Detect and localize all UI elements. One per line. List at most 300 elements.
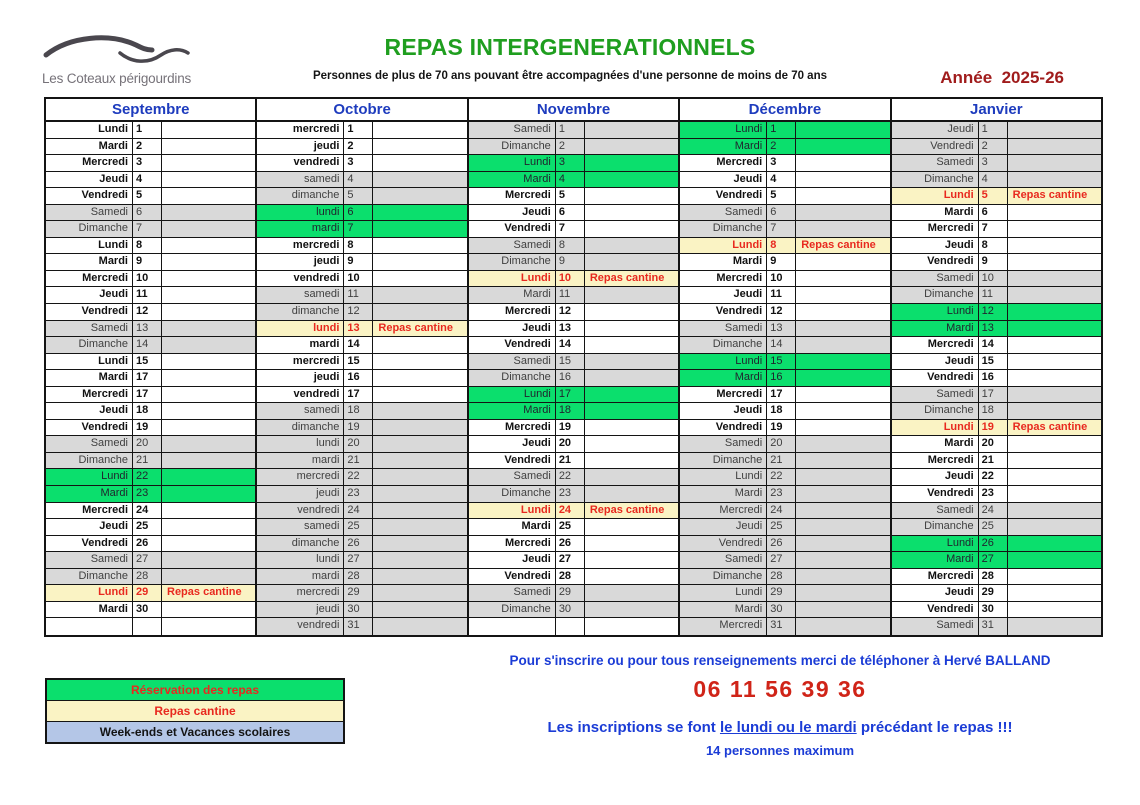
date-cell: 10	[978, 271, 1007, 287]
calendar-row	[257, 387, 466, 404]
note-cell	[161, 354, 255, 370]
note-cell	[795, 370, 889, 386]
note-cell	[1007, 254, 1101, 270]
calendar-row	[680, 354, 889, 371]
day-name-cell: Mercredi	[927, 569, 974, 582]
note-cell	[372, 602, 466, 618]
day-name-cell: Samedi	[513, 123, 551, 135]
calendar-row	[46, 370, 255, 387]
day-name-cell: Vendredi	[504, 222, 551, 235]
calendar-row	[680, 453, 889, 470]
day-name-cell: vendredi	[293, 156, 340, 169]
day-name-cell: dimanche	[291, 420, 340, 433]
note-cell	[584, 155, 678, 171]
calendar-row	[257, 188, 466, 205]
note-cell	[161, 271, 255, 287]
calendar-row	[892, 172, 1101, 189]
note-cell	[1007, 205, 1101, 221]
day-name-cell: Vendredi	[81, 189, 128, 202]
day-name-cell: Samedi	[724, 553, 763, 566]
day-name-cell: Mardi	[98, 139, 128, 152]
day-name-cell: Samedi	[724, 437, 763, 450]
date-cell: 26	[978, 536, 1007, 552]
calendar-row	[680, 618, 889, 635]
day-name-cell: Mardi	[944, 205, 974, 218]
calendar-row	[46, 287, 255, 304]
note-cell	[1007, 436, 1101, 452]
note-cell	[584, 536, 678, 552]
calendar-row	[892, 536, 1101, 553]
date-cell: 26	[555, 536, 584, 552]
calendar-row	[892, 139, 1101, 156]
day-name-cell: Lundi	[732, 238, 763, 251]
day-name-cell: Vendredi	[81, 420, 128, 433]
note-cell	[161, 618, 255, 635]
day-name-cell: Mardi	[523, 172, 551, 185]
calendar-row	[892, 221, 1101, 238]
note-cell	[795, 536, 889, 552]
calendar-row	[469, 436, 678, 453]
day-name-cell	[469, 618, 555, 635]
day-name-cell: Lundi	[101, 470, 128, 483]
calendar-row	[469, 354, 678, 371]
calendar-row	[257, 155, 466, 172]
day-name-cell: Jeudi	[99, 404, 128, 417]
date-cell: 5	[766, 188, 795, 204]
note-cell	[372, 254, 466, 270]
day-name-cell: lundi	[316, 553, 340, 566]
calendar-row	[257, 139, 466, 156]
date-cell: 29	[978, 585, 1007, 601]
calendar-row	[257, 321, 466, 338]
day-name-cell: Dimanche	[924, 288, 974, 301]
day-name-cell: Mardi	[732, 255, 763, 268]
date-cell: 14	[766, 337, 795, 353]
date-cell: 21	[343, 453, 372, 469]
calendar-row	[257, 585, 466, 602]
day-name-cell: Mercredi	[82, 387, 128, 400]
day-name-cell: Dimanche	[78, 453, 128, 466]
calendar-row	[680, 387, 889, 404]
day-name-cell: Mardi	[734, 371, 763, 384]
date-cell: 31	[978, 618, 1007, 635]
date-cell: 25	[555, 519, 584, 535]
note-cell	[1007, 370, 1101, 386]
note-cell: Repas cantine	[584, 503, 678, 519]
note-cell	[795, 420, 889, 436]
day-name-cell: Dimanche	[712, 222, 763, 235]
date-cell: 7	[978, 221, 1007, 237]
calendar-row	[892, 618, 1101, 635]
note-cell	[372, 238, 466, 254]
date-cell: 27	[343, 552, 372, 568]
note-cell	[584, 354, 678, 370]
calendar-row	[892, 602, 1101, 619]
day-name-cell: Jeudi	[947, 123, 974, 135]
day-name-cell: Mercredi	[927, 338, 974, 351]
note-cell	[1007, 122, 1101, 138]
calendar-row	[469, 618, 678, 635]
date-cell	[555, 618, 584, 635]
note-cell	[1007, 585, 1101, 601]
note-cell	[584, 122, 678, 138]
note-cell	[161, 254, 255, 270]
day-name-cell: dimanche	[291, 189, 340, 202]
note-cell	[795, 618, 889, 635]
date-cell: 21	[978, 453, 1007, 469]
note-cell	[795, 122, 889, 138]
note-cell	[372, 304, 466, 320]
note-cell	[372, 536, 466, 552]
date-cell: 19	[132, 420, 161, 436]
day-name-cell: mardi	[311, 222, 340, 235]
calendar-row	[469, 536, 678, 553]
calendar-row	[680, 271, 889, 288]
note-cell	[161, 321, 255, 337]
calendar-row	[469, 602, 678, 619]
date-cell: 15	[343, 354, 372, 370]
calendar-row	[680, 122, 889, 139]
note-cell	[372, 519, 466, 535]
calendar-row	[257, 304, 466, 321]
date-cell: 3	[555, 155, 584, 171]
note-cell: Repas cantine	[1007, 420, 1101, 436]
calendar-row	[680, 321, 889, 338]
date-cell: 3	[766, 155, 795, 171]
note-cell	[161, 238, 255, 254]
calendar-row	[680, 552, 889, 569]
date-cell: 13	[343, 321, 372, 337]
day-name-cell: Jeudi	[522, 321, 551, 334]
calendar-row	[469, 238, 678, 255]
note-cell: Repas cantine	[584, 271, 678, 287]
day-name-cell: Lundi	[735, 123, 763, 135]
note-cell	[372, 403, 466, 419]
day-name-cell: Mardi	[523, 288, 551, 301]
day-name-cell: Dimanche	[712, 453, 763, 466]
date-cell: 30	[343, 602, 372, 618]
legend-row: Repas cantine	[47, 701, 343, 722]
month-column	[678, 97, 889, 637]
day-name-cell: Lundi	[946, 305, 974, 318]
calendar-row	[892, 304, 1101, 321]
date-cell: 23	[978, 486, 1007, 502]
date-cell: 28	[343, 569, 372, 585]
calendar-row	[257, 569, 466, 586]
day-name-cell: Jeudi	[944, 586, 974, 599]
day-name-cell: Lundi	[98, 123, 128, 135]
calendar-row	[680, 155, 889, 172]
note-cell	[1007, 337, 1101, 353]
note-cell	[584, 420, 678, 436]
day-name-cell: vendredi	[293, 271, 340, 284]
calendar-row	[680, 205, 889, 222]
calendar-row	[469, 585, 678, 602]
date-cell: 1	[978, 122, 1007, 138]
day-name-cell: Lundi	[735, 354, 763, 367]
note-cell	[584, 602, 678, 618]
calendar-row	[892, 420, 1101, 437]
note-cell	[372, 287, 466, 303]
calendar-row	[892, 354, 1101, 371]
note-cell	[372, 569, 466, 585]
date-cell: 15	[978, 354, 1007, 370]
calendar-row	[680, 420, 889, 437]
note-cell	[1007, 139, 1101, 155]
date-cell: 7	[132, 221, 161, 237]
note-cell	[584, 370, 678, 386]
note-cell	[161, 436, 255, 452]
date-cell: 13	[766, 321, 795, 337]
date-cell: 29	[766, 585, 795, 601]
day-name-cell: Dimanche	[924, 404, 974, 417]
note-cell	[1007, 238, 1101, 254]
date-cell: 11	[555, 287, 584, 303]
note-cell	[584, 618, 678, 635]
date-cell: 1	[132, 122, 161, 138]
day-name-cell: vendredi	[293, 387, 340, 400]
note-cell	[1007, 387, 1101, 403]
date-cell: 28	[978, 569, 1007, 585]
note-cell	[372, 122, 466, 138]
day-name-cell: Dimanche	[501, 139, 551, 152]
day-name-cell: Samedi	[936, 619, 974, 632]
date-cell: 18	[978, 403, 1007, 419]
day-name-cell: Mercredi	[504, 536, 551, 549]
calendar-row	[257, 172, 466, 189]
day-name-cell: Samedi	[90, 437, 128, 450]
calendar-row	[469, 304, 678, 321]
date-cell: 27	[978, 552, 1007, 568]
day-name-cell: Dimanche	[78, 222, 128, 235]
note-cell	[584, 337, 678, 353]
date-cell: 13	[978, 321, 1007, 337]
calendar-row	[46, 188, 255, 205]
calendar-row	[469, 155, 678, 172]
calendar-row	[46, 536, 255, 553]
day-name-cell: jeudi	[316, 487, 340, 500]
year-label: Année 2025-26	[940, 68, 1064, 87]
date-cell: 26	[766, 536, 795, 552]
note-cell	[372, 469, 466, 485]
day-name-cell: samedi	[303, 404, 340, 417]
note-cell	[161, 122, 255, 138]
note-cell	[1007, 552, 1101, 568]
day-name-cell: Samedi	[513, 354, 551, 367]
day-name-cell: Mardi	[946, 553, 974, 566]
calendar-row	[892, 453, 1101, 470]
date-cell: 8	[343, 238, 372, 254]
month-column	[467, 97, 678, 637]
inscription-suffix: précédant le repas !!!	[856, 719, 1013, 736]
day-name-cell: Mercredi	[927, 222, 974, 235]
date-cell: 24	[132, 503, 161, 519]
day-name-cell: Mercredi	[82, 503, 128, 516]
day-name-cell: jeudi	[316, 602, 340, 615]
calendar-row	[892, 486, 1101, 503]
note-cell	[161, 536, 255, 552]
date-cell: 17	[766, 387, 795, 403]
date-cell: 25	[343, 519, 372, 535]
day-name-cell: mardi	[311, 453, 340, 466]
day-name-cell: samedi	[303, 520, 340, 533]
note-cell	[584, 403, 678, 419]
day-name-cell: Samedi	[724, 321, 763, 334]
calendar-row	[469, 387, 678, 404]
date-cell: 8	[555, 238, 584, 254]
footer-max-line: 14 personnes maximum	[705, 743, 855, 758]
month-column	[44, 97, 255, 637]
calendar-row	[46, 205, 255, 222]
calendar-row	[257, 453, 466, 470]
day-name-cell: mercredi	[292, 354, 340, 367]
date-cell: 22	[132, 469, 161, 485]
date-cell: 27	[766, 552, 795, 568]
day-name-cell: mercredi	[292, 238, 340, 251]
day-name-cell: Vendredi	[930, 139, 974, 152]
day-name-cell: Jeudi	[99, 172, 128, 185]
note-cell	[372, 155, 466, 171]
note-cell	[795, 503, 889, 519]
note-cell: Repas cantine	[161, 585, 255, 601]
day-name-cell	[46, 618, 132, 635]
calendar-row	[257, 287, 466, 304]
day-name-cell: Mardi	[98, 602, 128, 615]
day-name-cell: Samedi	[90, 205, 128, 218]
date-cell: 6	[343, 205, 372, 221]
legend-row: Week-ends et Vacances scolaires	[47, 722, 343, 742]
calendar-row	[680, 503, 889, 520]
date-cell: 5	[132, 188, 161, 204]
calendar-row	[46, 321, 255, 338]
calendar-row	[892, 585, 1101, 602]
note-cell	[1007, 503, 1101, 519]
note-cell: Repas cantine	[1007, 188, 1101, 204]
day-name-cell: Samedi	[724, 205, 763, 218]
date-cell: 15	[555, 354, 584, 370]
date-cell: 23	[766, 486, 795, 502]
day-name-cell: samedi	[303, 288, 340, 301]
note-cell	[1007, 155, 1101, 171]
day-name-cell: Samedi	[513, 586, 551, 599]
date-cell: 1	[555, 122, 584, 138]
date-cell: 9	[555, 254, 584, 270]
month-header: Octobre	[257, 99, 466, 122]
day-name-cell: Lundi	[735, 586, 763, 599]
calendar-row	[680, 139, 889, 156]
legend-box	[45, 678, 345, 744]
calendar-row	[257, 337, 466, 354]
calendar-row	[257, 221, 466, 238]
calendar-row	[46, 254, 255, 271]
day-name-cell: Jeudi	[944, 238, 974, 251]
date-cell: 12	[978, 304, 1007, 320]
calendar-row	[680, 188, 889, 205]
calendar-row	[469, 287, 678, 304]
logo-swoosh-icon	[42, 24, 192, 68]
day-name-cell: Lundi	[523, 387, 551, 400]
date-cell: 12	[555, 304, 584, 320]
footer-phone-number: 06 11 56 39 36	[693, 676, 867, 702]
day-name-cell: Samedi	[90, 321, 128, 334]
calendar-row	[257, 618, 466, 635]
calendar-row	[257, 420, 466, 437]
note-cell	[584, 585, 678, 601]
calendar-row	[46, 469, 255, 486]
calendar-row	[257, 238, 466, 255]
date-cell: 22	[766, 469, 795, 485]
calendar-row	[469, 337, 678, 354]
note-cell	[584, 304, 678, 320]
date-cell: 23	[555, 486, 584, 502]
note-cell	[795, 354, 889, 370]
calendar-row	[257, 254, 466, 271]
day-name-cell: Mercredi	[927, 453, 974, 466]
date-cell: 29	[343, 585, 372, 601]
note-cell	[795, 585, 889, 601]
calendar-row	[892, 387, 1101, 404]
date-cell: 11	[343, 287, 372, 303]
note-cell	[795, 387, 889, 403]
note-cell	[161, 139, 255, 155]
calendar-row	[46, 387, 255, 404]
calendar-row	[469, 403, 678, 420]
calendar-row	[469, 321, 678, 338]
calendar-row	[680, 602, 889, 619]
day-name-cell: lundi	[313, 321, 340, 334]
date-cell: 9	[978, 254, 1007, 270]
date-cell: 17	[978, 387, 1007, 403]
calendar-row	[680, 254, 889, 271]
month-header: Novembre	[469, 99, 678, 122]
page-title: REPAS INTERGENERATIONNELS	[384, 34, 756, 60]
note-cell	[795, 337, 889, 353]
calendar-row	[46, 122, 255, 139]
note-cell	[161, 552, 255, 568]
date-cell: 30	[555, 602, 584, 618]
calendar-row	[892, 569, 1101, 586]
calendar-row	[892, 469, 1101, 486]
day-name-cell: Samedi	[936, 156, 974, 169]
day-name-cell: Mercredi	[504, 189, 551, 202]
note-cell	[161, 337, 255, 353]
date-cell: 18	[343, 403, 372, 419]
date-cell: 3	[343, 155, 372, 171]
date-cell	[132, 618, 161, 635]
calendar-row	[680, 403, 889, 420]
day-name-cell: Lundi	[520, 271, 551, 284]
note-cell	[1007, 304, 1101, 320]
date-cell: 2	[766, 139, 795, 155]
note-cell	[795, 221, 889, 237]
note-cell	[1007, 602, 1101, 618]
date-cell: 15	[766, 354, 795, 370]
calendar-row	[892, 287, 1101, 304]
note-cell	[372, 370, 466, 386]
day-name-cell: Jeudi	[99, 288, 128, 301]
day-name-cell: Dimanche	[712, 569, 763, 582]
calendar-row	[46, 337, 255, 354]
note-cell	[372, 205, 466, 221]
note-cell	[1007, 321, 1101, 337]
date-cell: 2	[343, 139, 372, 155]
day-name-cell: mercredi	[292, 123, 340, 135]
note-cell	[372, 271, 466, 287]
calendar-row	[46, 602, 255, 619]
calendar-row	[680, 172, 889, 189]
calendar-row	[46, 618, 255, 635]
calendar-row	[469, 370, 678, 387]
